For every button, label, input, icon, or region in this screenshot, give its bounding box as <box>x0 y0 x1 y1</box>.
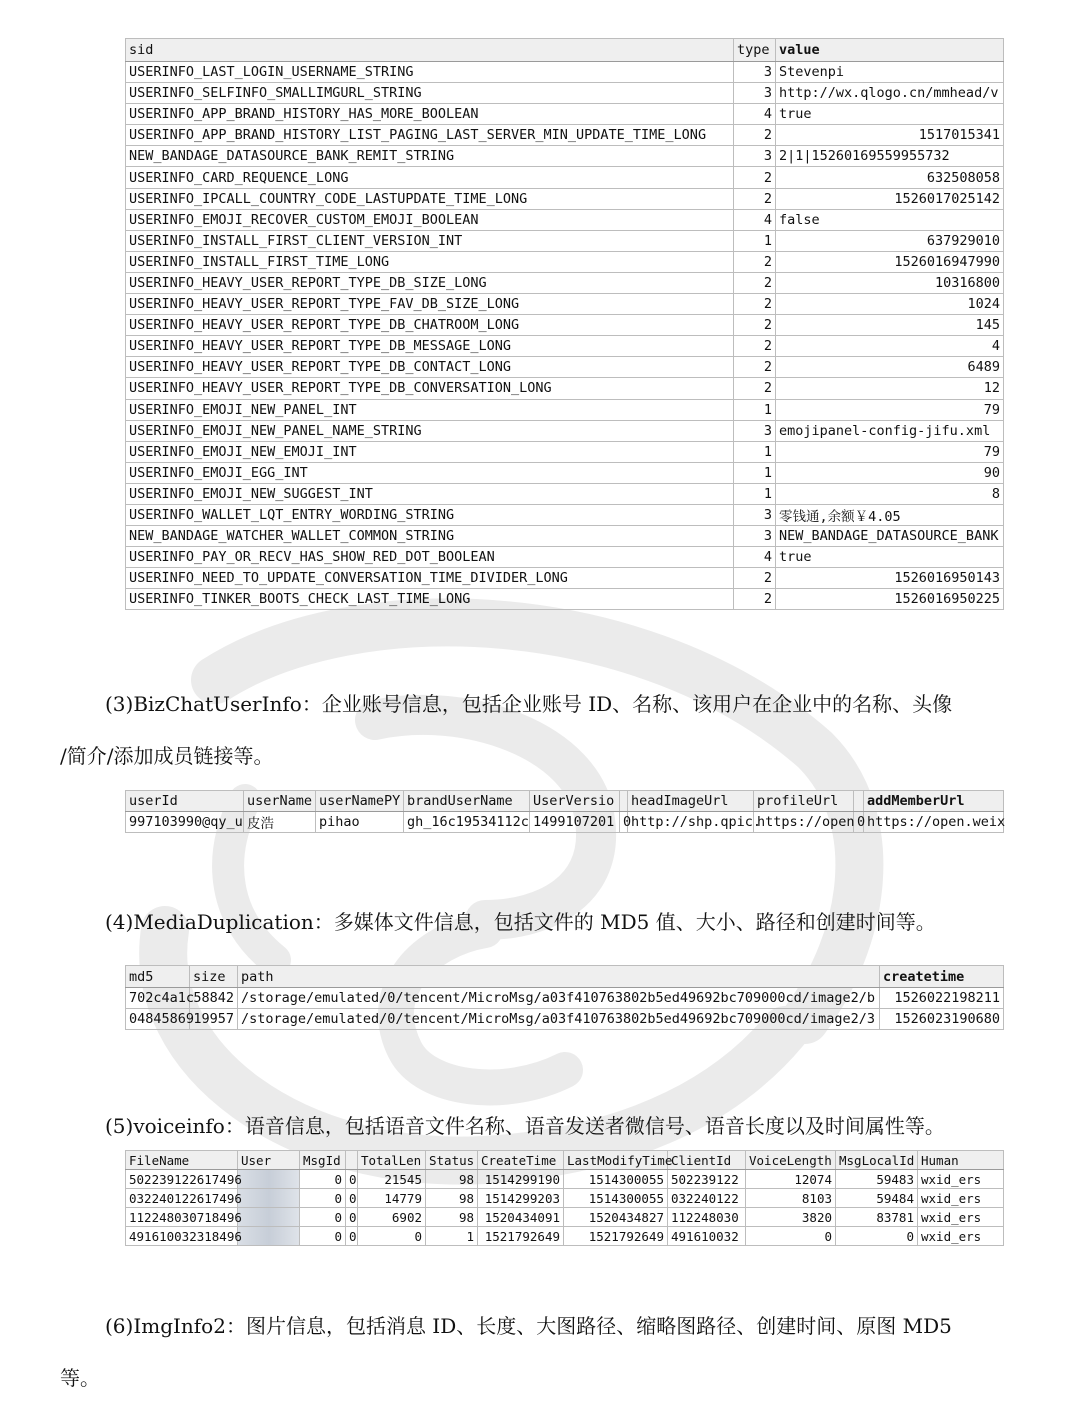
value-cell: false <box>776 209 1004 230</box>
voice-cell: 1514299203 <box>478 1189 564 1208</box>
type-cell: 3 <box>734 146 776 167</box>
sid-cell: USERINFO_HEAVY_USER_REPORT_TYPE_DB_CONTACT_LONG <box>126 357 734 378</box>
sid-cell: USERINFO_HEAVY_USER_REPORT_TYPE_DB_MESSAGE_LONG <box>126 336 734 357</box>
type-cell: 2 <box>734 167 776 188</box>
sid-cell: NEW_BANDAGE_DATASOURCE_BANK_REMIT_STRING <box>126 146 734 167</box>
value-cell: 2|1|15260169559955732 <box>776 146 1004 167</box>
blurred-user-cell <box>238 1170 300 1189</box>
section-6-line-1: (6)ImgInfo2：图片信息，包括消息 ID、长度、大图路径、缩略图路径、创建时间、原图 MD5 <box>105 1314 952 1338</box>
table-row[interactable] <box>126 167 1004 188</box>
table-row[interactable] <box>126 146 1004 167</box>
value-cell: 1024 <box>776 294 1004 315</box>
sid-cell: USERINFO_EMOJI_RECOVER_CUSTOM_EMOJI_BOOLEAN <box>126 209 734 230</box>
value-cell: 79 <box>776 399 1004 420</box>
voice-cell: 6902 <box>358 1208 426 1227</box>
voice-cell: 1521792649 <box>564 1227 668 1246</box>
table-row[interactable] <box>126 399 1004 420</box>
value-cell: 1526016947990 <box>776 251 1004 272</box>
sid-cell: USERINFO_CARD_REQUENCE_LONG <box>126 167 734 188</box>
section-6-line-2: 等。 <box>60 1366 100 1390</box>
type-cell: 1 <box>734 462 776 483</box>
table-row[interactable] <box>126 526 1004 547</box>
type-cell: 3 <box>734 62 776 83</box>
bizchat-cell: gh_16c19534112c <box>404 812 530 833</box>
bizchat-header[interactable] <box>854 791 864 812</box>
type-cell: 3 <box>734 526 776 547</box>
sid-cell: NEW_BANDAGE_WATCHER_WALLET_COMMON_STRING <box>126 526 734 547</box>
voice-cell: 112248030718496 <box>126 1208 238 1227</box>
table-row[interactable] <box>126 357 1004 378</box>
voice-cell: 0 <box>346 1227 358 1246</box>
type-cell: 3 <box>734 83 776 104</box>
bizchat-header[interactable] <box>620 791 628 812</box>
header-type[interactable]: type <box>734 39 776 62</box>
table-row[interactable] <box>126 568 1004 589</box>
voice-cell: 1521792649 <box>478 1227 564 1246</box>
value-cell: 145 <box>776 315 1004 336</box>
sid-cell: USERINFO_INSTALL_FIRST_TIME_LONG <box>126 251 734 272</box>
section-4-line-1: (4)MediaDuplication：多媒体文件信息，包括文件的 MD5 值、大小、路径和创建时间等。 <box>105 910 936 934</box>
table-row[interactable] <box>126 589 1004 610</box>
sid-cell: USERINFO_APP_BRAND_HISTORY_LIST_PAGING_LAST_SERVER_MIN_UPDATE_TIME_LONG <box>126 125 734 146</box>
voice-header[interactable]: MsgId <box>300 1151 346 1170</box>
value-cell: NEW_BANDAGE_DATASOURCE_BANK <box>776 526 1004 547</box>
voice-header[interactable]: Status <box>426 1151 478 1170</box>
type-cell: 1 <box>734 230 776 251</box>
media-duplication-table <box>125 965 1004 1030</box>
table-row[interactable] <box>126 83 1004 104</box>
bizchat-header[interactable]: userNamePY <box>316 791 404 812</box>
sid-cell: USERINFO_IPCALL_COUNTRY_CODE_LASTUPDATE_TIME_LONG <box>126 188 734 209</box>
table-row[interactable] <box>126 336 1004 357</box>
voice-cell: wxid_ers <box>918 1227 1004 1246</box>
sid-cell: USERINFO_EMOJI_EGG_INT <box>126 462 734 483</box>
voice-cell: 0 <box>300 1170 346 1189</box>
voice-cell: 0 <box>300 1208 346 1227</box>
bizchat-cell: https://open.weix <box>864 812 1004 833</box>
voice-cell: 0 <box>358 1227 426 1246</box>
type-cell: 1 <box>734 399 776 420</box>
type-cell: 4 <box>734 104 776 125</box>
sid-cell: USERINFO_APP_BRAND_HISTORY_HAS_MORE_BOOLEAN <box>126 104 734 125</box>
table-row[interactable] <box>126 104 1004 125</box>
sid-cell: USERINFO_SELFINFO_SMALLIMGURL_STRING <box>126 83 734 104</box>
value-cell: 1526016950225 <box>776 589 1004 610</box>
value-cell: true <box>776 104 1004 125</box>
media-cell: 58842 <box>190 988 238 1009</box>
bizchat-header[interactable]: userName <box>244 791 316 812</box>
type-cell: 4 <box>734 547 776 568</box>
sid-cell: USERINFO_HEAVY_USER_REPORT_TYPE_FAV_DB_SIZE_LONG <box>126 294 734 315</box>
media-header[interactable]: path <box>238 966 880 988</box>
bizchat-cell: 0 <box>854 812 864 833</box>
voice-cell: 491610032318496 <box>126 1227 238 1246</box>
voice-header[interactable]: LastModifyTime <box>564 1151 668 1170</box>
voice-cell: 0 <box>746 1227 836 1246</box>
value-cell: 1526016950143 <box>776 568 1004 589</box>
voice-cell: 032240122 <box>668 1189 746 1208</box>
bizchat-header[interactable]: headImageUrl <box>628 791 754 812</box>
type-cell: 2 <box>734 188 776 209</box>
sid-cell: USERINFO_PAY_OR_RECV_HAS_SHOW_RED_DOT_BOOLEAN <box>126 547 734 568</box>
voice-cell: wxid_ers <box>918 1208 1004 1227</box>
table-row[interactable] <box>126 504 1004 525</box>
media-cell: 04845869 <box>126 1009 190 1030</box>
type-cell: 2 <box>734 589 776 610</box>
bizchat-header[interactable]: addMemberUrl <box>864 791 1004 812</box>
sid-cell: USERINFO_WALLET_LQT_ENTRY_WORDING_STRING <box>126 504 734 525</box>
voice-cell: 1520434827 <box>564 1208 668 1227</box>
table-row[interactable] <box>126 547 1004 568</box>
header-value[interactable]: value <box>776 39 1004 62</box>
type-cell: 3 <box>734 504 776 525</box>
voice-cell: 0 <box>346 1170 358 1189</box>
voice-cell: 98 <box>426 1189 478 1208</box>
section-3-line-1: (3)BizChatUserInfo：企业账号信息，包括企业账号 ID、名称、该用户在企业中的名称、头像 <box>105 692 953 716</box>
value-cell: 79 <box>776 441 1004 462</box>
type-cell: 2 <box>734 272 776 293</box>
voice-cell: 0 <box>346 1189 358 1208</box>
media-cell: 19957 <box>190 1009 238 1030</box>
voice-cell: 0 <box>836 1227 918 1246</box>
sid-cell: USERINFO_EMOJI_NEW_SUGGEST_INT <box>126 483 734 504</box>
table-row[interactable] <box>126 315 1004 336</box>
value-cell: emojipanel-config-jifu.xml <box>776 420 1004 441</box>
sid-cell: USERINFO_HEAVY_USER_REPORT_TYPE_DB_CONVERSATION_LONG <box>126 378 734 399</box>
media-cell: /storage/emulated/0/tencent/MicroMsg/a03f410763802b5ed49692bc709000cd/image2/b <box>238 988 880 1009</box>
sid-cell: USERINFO_INSTALL_FIRST_CLIENT_VERSION_INT <box>126 230 734 251</box>
type-cell: 2 <box>734 336 776 357</box>
voice-header[interactable]: MsgLocalId <box>836 1151 918 1170</box>
voice-cell: 502239122617496 <box>126 1170 238 1189</box>
voice-cell: 98 <box>426 1170 478 1189</box>
section-3-paragraph <box>60 688 1035 717</box>
userinfo-table <box>125 38 1004 610</box>
voice-cell: 3820 <box>746 1208 836 1227</box>
bizchat-cell: 997103990@qy_u <box>126 812 244 833</box>
type-cell: 2 <box>734 357 776 378</box>
sid-cell: USERINFO_NEED_TO_UPDATE_CONVERSATION_TIME_DIVIDER_LONG <box>126 568 734 589</box>
voice-cell: wxid_ers <box>918 1189 1004 1208</box>
type-cell: 2 <box>734 251 776 272</box>
voice-cell: 1 <box>426 1227 478 1246</box>
value-cell: 10316800 <box>776 272 1004 293</box>
type-cell: 3 <box>734 420 776 441</box>
section-6-paragraph-cont <box>60 1362 1035 1391</box>
voice-header[interactable]: User <box>238 1151 300 1170</box>
section-5-line-1: (5)voiceinfo：语音信息，包括语音文件名称、语音发送者微信号、语音长度以及时间属性等。 <box>105 1114 945 1138</box>
voice-cell: 14779 <box>358 1189 426 1208</box>
value-cell: 8 <box>776 483 1004 504</box>
bizchat-cell: pihao <box>316 812 404 833</box>
blurred-user-cell <box>238 1189 300 1208</box>
bizchat-cell: 皮浩 <box>244 812 316 833</box>
voice-cell: 1514300055 <box>564 1189 668 1208</box>
value-cell: 零钱通,余额￥4.05 <box>776 504 1004 525</box>
voice-header[interactable]: VoiceLength <box>746 1151 836 1170</box>
sid-cell: USERINFO_TINKER_BOOTS_CHECK_LAST_TIME_LONG <box>126 589 734 610</box>
voice-header[interactable]: FileName <box>126 1151 238 1170</box>
media-cell: /storage/emulated/0/tencent/MicroMsg/a03f410763802b5ed49692bc709000cd/image2/3 <box>238 1009 880 1030</box>
voice-cell: 0 <box>300 1227 346 1246</box>
voice-header[interactable] <box>346 1151 358 1170</box>
type-cell: 1 <box>734 441 776 462</box>
value-cell: 637929010 <box>776 230 1004 251</box>
table-row[interactable] <box>126 988 1004 1009</box>
value-cell: Stevenpi <box>776 62 1004 83</box>
table-row[interactable] <box>126 1009 1004 1030</box>
voice-header[interactable]: TotalLen <box>358 1151 426 1170</box>
type-cell: 1 <box>734 483 776 504</box>
table-row[interactable] <box>126 1189 1004 1208</box>
sid-cell: USERINFO_EMOJI_NEW_PANEL_INT <box>126 399 734 420</box>
voice-cell: 0 <box>346 1208 358 1227</box>
voice-cell: 12074 <box>746 1170 836 1189</box>
table-row[interactable] <box>126 209 1004 230</box>
table-row[interactable] <box>126 188 1004 209</box>
header-sid[interactable]: sid <box>126 39 734 62</box>
table-row[interactable] <box>126 251 1004 272</box>
bizchat-cell: 1499107201 <box>530 812 620 833</box>
blurred-user-cell <box>238 1208 300 1227</box>
type-cell: 2 <box>734 378 776 399</box>
voice-cell: 0 <box>300 1189 346 1208</box>
value-cell: 1526017025142 <box>776 188 1004 209</box>
media-cell: 1526022198211 <box>880 988 1004 1009</box>
voice-cell: 032240122617496 <box>126 1189 238 1208</box>
bizchat-header[interactable]: UserVersio <box>530 791 620 812</box>
sid-cell: USERINFO_HEAVY_USER_REPORT_TYPE_DB_CHATROOM_LONG <box>126 315 734 336</box>
voice-cell: 1520434091 <box>478 1208 564 1227</box>
table-row[interactable] <box>126 462 1004 483</box>
voice-cell: 98 <box>426 1208 478 1227</box>
media-cell: 702c4a1c <box>126 988 190 1009</box>
section-4-paragraph <box>60 906 1035 935</box>
sid-cell: USERINFO_LAST_LOGIN_USERNAME_STRING <box>126 62 734 83</box>
table-row[interactable] <box>126 125 1004 146</box>
value-cell: 1517015341 <box>776 125 1004 146</box>
voice-header[interactable]: ClientId <box>668 1151 746 1170</box>
bizchat-table <box>125 790 1004 833</box>
bizchat-header[interactable]: brandUserName <box>404 791 530 812</box>
bizchat-header[interactable]: userId <box>126 791 244 812</box>
media-cell: 1526023190680 <box>880 1009 1004 1030</box>
voice-cell: 1514299190 <box>478 1170 564 1189</box>
type-cell: 4 <box>734 209 776 230</box>
table-row[interactable] <box>126 420 1004 441</box>
bizchat-cell: 0 <box>620 812 628 833</box>
media-header[interactable]: createtime <box>880 966 1004 988</box>
table-row[interactable] <box>126 272 1004 293</box>
section-5-paragraph <box>60 1110 1035 1139</box>
table-row[interactable] <box>126 812 1004 833</box>
blurred-user-cell <box>238 1227 300 1246</box>
value-cell: 12 <box>776 378 1004 399</box>
type-cell: 2 <box>734 294 776 315</box>
table-row[interactable] <box>126 1227 1004 1246</box>
voice-cell: 59484 <box>836 1189 918 1208</box>
section-6-paragraph <box>60 1310 1035 1339</box>
table-row[interactable] <box>126 62 1004 83</box>
voice-cell: wxid_ers <box>918 1170 1004 1189</box>
media-header[interactable]: size <box>190 966 238 988</box>
voice-header[interactable]: CreateTime <box>478 1151 564 1170</box>
table-row[interactable] <box>126 378 1004 399</box>
voice-cell: 491610032 <box>668 1227 746 1246</box>
value-cell: 90 <box>776 462 1004 483</box>
type-cell: 2 <box>734 125 776 146</box>
table-row[interactable] <box>126 294 1004 315</box>
voiceinfo-table <box>125 1150 1004 1246</box>
type-cell: 2 <box>734 568 776 589</box>
value-cell: 6489 <box>776 357 1004 378</box>
voice-cell: 112248030 <box>668 1208 746 1227</box>
voice-cell: 1514300055 <box>564 1170 668 1189</box>
type-cell: 2 <box>734 315 776 336</box>
media-header[interactable]: md5 <box>126 966 190 988</box>
voice-header[interactable]: Human <box>918 1151 1004 1170</box>
value-cell: true <box>776 547 1004 568</box>
voice-cell: 59483 <box>836 1170 918 1189</box>
sid-cell: USERINFO_EMOJI_NEW_EMOJI_INT <box>126 441 734 462</box>
bizchat-cell: https://open <box>754 812 854 833</box>
value-cell: http://wx.qlogo.cn/mmhead/v <box>776 83 1004 104</box>
table-row[interactable] <box>126 441 1004 462</box>
sid-cell: USERINFO_HEAVY_USER_REPORT_TYPE_DB_SIZE_LONG <box>126 272 734 293</box>
table-row[interactable] <box>126 1170 1004 1189</box>
section-3-line-2: /简介/添加成员链接等。 <box>60 744 274 768</box>
section-3-paragraph-cont <box>60 740 1035 769</box>
table-row[interactable] <box>126 483 1004 504</box>
bizchat-header[interactable]: profileUrl <box>754 791 854 812</box>
value-cell: 4 <box>776 336 1004 357</box>
voice-cell: 8103 <box>746 1189 836 1208</box>
value-cell: 632508058 <box>776 167 1004 188</box>
voice-cell: 83781 <box>836 1208 918 1227</box>
sid-cell: USERINFO_EMOJI_NEW_PANEL_NAME_STRING <box>126 420 734 441</box>
voice-cell: 21545 <box>358 1170 426 1189</box>
bizchat-cell: http://shp.qpic. <box>628 812 754 833</box>
voice-cell: 502239122 <box>668 1170 746 1189</box>
table-row[interactable] <box>126 1208 1004 1227</box>
table-row[interactable] <box>126 230 1004 251</box>
